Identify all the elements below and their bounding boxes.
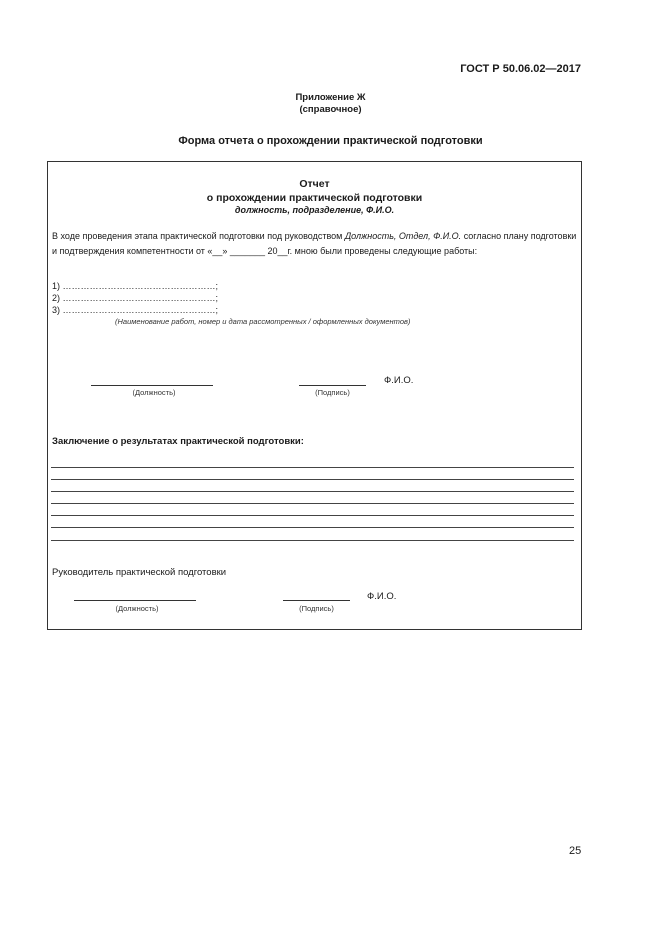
report-position-line: должность, подразделение, Ф.И.О.: [234, 205, 395, 215]
conclusion-title: Заключение о результатах практической подготовки:: [52, 436, 304, 447]
position-caption: (Должность): [132, 388, 176, 397]
annex-note: (справочное): [299, 104, 362, 115]
conclusion-line: [51, 491, 574, 492]
intro-text-2: согласно плану подготовки и подтверждения компетентности от «__» _______ 20__г. мною были проведены следующие работы:: [52, 231, 577, 256]
leader-fio-label: Ф.И.О.: [367, 591, 397, 602]
page-number: 25: [569, 845, 582, 857]
intro-supervisor: Должность, Отдел, Ф.И.О.: [344, 231, 462, 241]
work-items-caption: (Наименование работ, номер и дата рассмотренных / оформленных документов): [115, 317, 411, 326]
fio-label: Ф.И.О.: [384, 375, 414, 386]
report-intro: [52, 229, 582, 258]
position-signature-line: [91, 385, 213, 386]
intro-text-1: В ходе проведения этапа практической подготовки под руководством: [52, 231, 345, 241]
leader-position-line: [74, 600, 196, 601]
conclusion-line: [51, 467, 574, 468]
conclusion-line: [51, 540, 574, 541]
report-title: Отчет: [299, 178, 330, 190]
conclusion-line: [51, 479, 574, 480]
leader-label: Руководитель практической подготовки: [52, 567, 227, 578]
work-item-1: 1) ……………………………………………;: [52, 281, 219, 291]
conclusion-line: [51, 527, 574, 528]
work-item-3: 3) ……………………………………………;: [52, 305, 219, 315]
leader-signature-line: [283, 600, 350, 601]
work-item-2: 2) ……………………………………………;: [52, 293, 219, 303]
form-title: Форма отчета о прохождении практической подготовки: [178, 135, 483, 147]
conclusion-line: [51, 503, 574, 504]
leader-position-caption: (Должность): [115, 604, 159, 613]
document-code: ГОСТ Р 50.06.02—2017: [460, 63, 581, 75]
signature-caption: (Подпись): [315, 388, 350, 397]
annex-title: Приложение Ж: [295, 92, 366, 103]
report-subtitle: о прохождении практической подготовки: [206, 192, 423, 204]
conclusion-line: [51, 515, 574, 516]
leader-signature-caption: (Подпись): [299, 604, 334, 613]
signature-line: [299, 385, 366, 386]
